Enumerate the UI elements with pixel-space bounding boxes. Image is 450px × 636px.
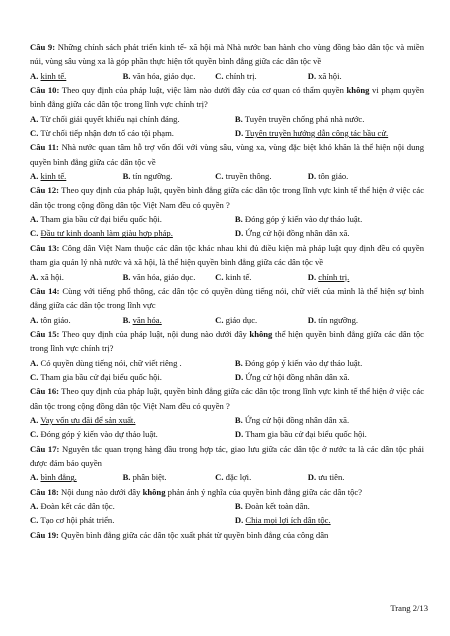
- question-stem: [30, 183, 424, 212]
- options-row: [30, 470, 424, 484]
- option-text: Đóng góp ý kiến vào dự thảo luật.: [244, 214, 363, 225]
- option-text: chính trị.: [225, 70, 257, 81]
- option-letter: B.: [122, 314, 131, 325]
- option-letter: D.: [307, 472, 317, 483]
- options-row: [30, 226, 424, 240]
- options-row: [30, 313, 424, 327]
- question-block: [30, 83, 424, 140]
- question-block: [30, 528, 424, 542]
- question-text: Nguyên tắc quan trọng hàng đầu trong hợp tác, giao lưu giữa các dân tộc ở nước ta là các dân tộc phải được đảm bảo quyền: [30, 443, 424, 468]
- option-text: Từ chối tiếp nhận đơn tố cáo tội phạm.: [40, 128, 174, 139]
- option-letter: A.: [30, 214, 39, 225]
- answer-option: [123, 169, 216, 183]
- option-letter: A.: [30, 357, 39, 368]
- option-letter: B.: [234, 501, 243, 511]
- question-number: Câu 9:: [30, 42, 56, 52]
- question-stem: [30, 442, 424, 471]
- option-text-correct: chính trị.: [318, 271, 350, 282]
- question-stem: [30, 528, 424, 542]
- option-text: ưu tiên.: [318, 472, 345, 483]
- question-number: Câu 17:: [30, 443, 60, 454]
- option-text-correct: Tuyên truyền hướng dẫn công tác bầu cử.: [245, 128, 389, 139]
- question-block: [30, 183, 424, 240]
- answer-option: [308, 313, 358, 327]
- option-letter: D.: [234, 128, 244, 139]
- option-text: phân biệt.: [132, 472, 167, 483]
- question-text: Theo quy định của pháp luật, nội dung nào dưới đây: [61, 328, 250, 339]
- answer-option: [30, 470, 123, 484]
- option-letter: A.: [30, 314, 39, 325]
- question-text: Cùng với tiếng phổ thông, các dân tộc có quyền dùng tiếng nói, chữ viết của mình là thể hiện sự bình đẳng giữa các dân tộc trong lĩnh vực: [30, 285, 424, 311]
- option-letter: C.: [215, 314, 224, 325]
- answer-option: [308, 270, 350, 284]
- question-block: [30, 384, 424, 441]
- option-text: Ứng cử hội đồng nhân dân xã.: [244, 414, 350, 425]
- question-stem: [30, 140, 424, 169]
- question-text: Theo quy định của pháp luật, quyền bình đẳng giữa các dân tộc trong lĩnh vực kinh tế thể hiện ở việc các dân tộc trong cộng đồng dân tộc Việt Nam đều có quyền ?: [30, 185, 425, 210]
- question-number: Câu 16:: [30, 386, 59, 397]
- option-text: Đoàn kết các dân tộc.: [40, 501, 115, 511]
- option-text: Đoàn kết toàn dân.: [244, 501, 310, 511]
- option-text: văn hóa, giáo dục.: [132, 70, 196, 81]
- question-number: Câu 15:: [30, 328, 60, 339]
- option-text: văn hóa, giáo dục.: [132, 271, 196, 282]
- question-text: vi phạm quyền bình đẳng giữa các dân tộc trong lĩnh vực chính trị?: [30, 85, 425, 110]
- options-row: [30, 499, 424, 513]
- answer-option: [30, 212, 235, 226]
- question-number: Câu 12:: [30, 185, 59, 196]
- option-letter: B.: [234, 357, 243, 368]
- option-letter: A.: [30, 472, 39, 483]
- option-text: truyền thông.: [225, 171, 272, 182]
- answer-option: [30, 313, 123, 327]
- answer-option: [123, 69, 216, 83]
- question-number: Câu 11:: [30, 142, 59, 153]
- question-block: [30, 485, 424, 528]
- options-row: [30, 112, 424, 126]
- option-text: tôn giáo.: [318, 171, 349, 182]
- options-row: [30, 126, 424, 140]
- answer-option: [235, 370, 350, 384]
- option-letter: C.: [30, 429, 39, 440]
- options-row: [30, 513, 424, 527]
- answer-option: [30, 112, 235, 126]
- question-stem: [30, 40, 424, 69]
- answer-option: [123, 313, 216, 327]
- question-number: Câu 14:: [30, 285, 60, 296]
- option-text: Có quyền dùng tiếng nói, chữ viết riêng .: [40, 357, 182, 368]
- options-row: [30, 270, 424, 284]
- option-text: đặc lợi.: [225, 472, 252, 483]
- answer-option: [30, 169, 123, 183]
- option-letter: A.: [30, 113, 39, 124]
- question-block: [30, 284, 424, 327]
- option-text: Tuyên truyền chống phá nhà nước.: [244, 113, 365, 124]
- option-letter: C.: [30, 371, 39, 382]
- options-row: [30, 169, 424, 183]
- option-text-correct: bình đẳng.: [40, 472, 77, 483]
- option-letter: A.: [30, 171, 39, 182]
- option-letter: D.: [307, 171, 317, 182]
- question-block: [30, 140, 424, 183]
- option-text: Tham gia bầu cử đại biểu quốc hội.: [40, 214, 162, 225]
- option-letter: B.: [234, 113, 243, 124]
- question-text: Quyền bình đẳng giữa các dân tộc xuất phát từ quyền bình đẳng của công dân: [61, 529, 329, 540]
- answer-option: [30, 413, 235, 427]
- answer-option: [30, 427, 235, 441]
- question-number: Câu 18:: [30, 486, 59, 497]
- option-text: Tham gia bầu cử đại biểu quốc hội.: [245, 429, 367, 440]
- option-letter: D.: [234, 515, 244, 526]
- question-list: [30, 40, 424, 542]
- question-text: Theo quy định của pháp luật, quyền bình đẳng giữa các dân tộc trong lĩnh vực kinh tế thể hiện ở việc các dân tộc trong cộng đồng dân tộc Việt Nam đều có quyền ?: [30, 386, 425, 411]
- option-text: Tham gia bầu cử đại biểu quốc hội.: [40, 371, 162, 382]
- question-number: Câu 13:: [30, 242, 60, 253]
- answer-option: [30, 126, 235, 140]
- answer-option: [30, 499, 235, 513]
- answer-option: [235, 126, 388, 140]
- answer-option: [235, 112, 365, 126]
- options-row: [30, 413, 424, 427]
- question-stem: [30, 327, 424, 356]
- options-row: [30, 69, 424, 83]
- option-text: xã hội.: [318, 70, 342, 81]
- option-text-correct: kinh tế.: [40, 171, 67, 182]
- question-block: [30, 442, 424, 485]
- answer-option: [235, 413, 349, 427]
- option-letter: B.: [122, 271, 131, 282]
- options-row: [30, 212, 424, 226]
- option-letter: A.: [30, 414, 39, 425]
- emphasis-word: không: [142, 486, 166, 497]
- answer-option: [235, 226, 350, 240]
- option-letter: B.: [234, 414, 243, 425]
- option-letter: D.: [307, 70, 317, 81]
- option-letter: C.: [215, 171, 224, 182]
- options-row: [30, 427, 424, 441]
- options-row: [30, 370, 424, 384]
- option-text: tôn giáo.: [40, 314, 71, 325]
- answer-option: [215, 270, 308, 284]
- question-text: Nhà nước quan tâm hỗ trợ vốn đối với vùng sâu, vùng xa, vùng đặc biệt khó khăn là thể hiện nội dung quyền bình đẳng giữa các dân tộc về: [30, 142, 424, 167]
- answer-option: [308, 169, 349, 183]
- answer-option: [30, 270, 123, 284]
- answer-option: [215, 69, 308, 83]
- option-text-correct: Vay vốn ưu đãi để sản xuất.: [40, 414, 136, 425]
- emphasis-word: không: [249, 328, 273, 339]
- question-text: Những chính sách phát triển kinh tế- xã hội mà Nhà nước ban hành cho vùng đồng bào dân tộc và miền núi, vùng sâu vùng xa là góp phần thực hiện tốt quyền bình đẳng giữa các dân tộc về: [30, 42, 424, 67]
- answer-option: [30, 226, 235, 240]
- answer-option: [235, 427, 367, 441]
- option-letter: D.: [234, 429, 244, 440]
- answer-option: [30, 69, 123, 83]
- answer-option: [215, 470, 308, 484]
- option-letter: B.: [122, 472, 131, 483]
- answer-option: [235, 513, 331, 527]
- option-text: Ứng cử hội đồng nhân dân xã.: [245, 228, 350, 239]
- option-letter: C.: [215, 70, 224, 81]
- option-text: Đóng góp ý kiến vào dự thảo luật.: [40, 429, 158, 440]
- option-letter: B.: [122, 70, 131, 81]
- option-letter: D.: [234, 228, 244, 239]
- option-letter: B.: [234, 214, 243, 225]
- option-letter: C.: [30, 228, 39, 239]
- page-number: Trang 2/13: [390, 603, 428, 613]
- option-text: giáo dục.: [225, 314, 258, 325]
- question-text: phản ánh ý nghĩa của quyền bình đẳng giữa các dân tộc?: [165, 486, 363, 497]
- option-text-correct: Chia mọi lợi ích dân tộc.: [245, 515, 331, 526]
- emphasis-word: không: [346, 85, 370, 96]
- answer-option: [123, 270, 216, 284]
- question-stem: [30, 284, 424, 313]
- option-letter: C.: [215, 271, 224, 282]
- option-text: Tạo cơ hội phát triển.: [40, 515, 115, 526]
- answer-option: [235, 499, 310, 513]
- options-row: [30, 356, 424, 370]
- option-letter: A.: [30, 501, 39, 511]
- question-block: [30, 241, 424, 284]
- answer-option: [30, 513, 235, 527]
- option-letter: D.: [307, 314, 317, 325]
- option-letter: A.: [30, 271, 39, 282]
- option-text-correct: kinh tế.: [40, 70, 67, 81]
- question-block: [30, 40, 424, 83]
- answer-option: [308, 470, 345, 484]
- question-stem: [30, 83, 424, 112]
- answer-option: [215, 313, 308, 327]
- question-text: thể hiện quyền bình đẳng giữa các dân tộc trong lĩnh vực chính trị?: [30, 328, 425, 354]
- question-stem: [30, 384, 424, 413]
- option-text: Từ chối giải quyết khiếu nại chính đáng.: [40, 113, 180, 124]
- option-text: tín ngưỡng.: [132, 171, 173, 182]
- option-letter: C.: [30, 128, 39, 139]
- answer-option: [235, 356, 362, 370]
- option-text-correct: văn hóa.: [132, 314, 162, 325]
- answer-option: [308, 69, 342, 83]
- option-letter: A.: [30, 70, 39, 81]
- option-letter: C.: [215, 472, 224, 483]
- question-block: [30, 327, 424, 384]
- option-text: kinh tế.: [225, 271, 252, 282]
- option-letter: C.: [30, 515, 39, 526]
- question-number: Câu 19:: [30, 529, 59, 540]
- option-letter: D.: [307, 271, 317, 282]
- option-text-correct: Đầu tư kinh doanh làm giàu hợp pháp.: [40, 228, 173, 239]
- answer-option: [123, 470, 216, 484]
- answer-option: [235, 212, 362, 226]
- answer-option: [215, 169, 308, 183]
- question-stem: [30, 241, 424, 270]
- option-text: tín ngưỡng.: [318, 314, 359, 325]
- option-text: Ứng cử hội đồng nhân dân xã.: [245, 371, 350, 382]
- question-text: Nội dung nào dưới đây: [61, 486, 143, 497]
- option-text: Đóng góp ý kiến vào dự thảo luật.: [244, 357, 363, 368]
- answer-option: [30, 356, 235, 370]
- question-text: Công dân Việt Nam thuộc các dân tộc khác nhau khi đủ điều kiện mà pháp luật quy định đều có quyền tham gia quản lý nhà nước và xã hội, là thể hiện quyền bình đẳng giữa các dân tộc về: [30, 242, 425, 268]
- answer-option: [30, 370, 235, 384]
- question-text: Theo quy định của pháp luật, việc làm nào dưới đây của cơ quan có thẩm quyền: [61, 85, 347, 96]
- question-stem: [30, 485, 424, 499]
- option-letter: B.: [122, 171, 131, 182]
- option-letter: D.: [234, 371, 244, 382]
- option-text: xã hội.: [40, 271, 64, 282]
- question-number: Câu 10:: [30, 85, 60, 96]
